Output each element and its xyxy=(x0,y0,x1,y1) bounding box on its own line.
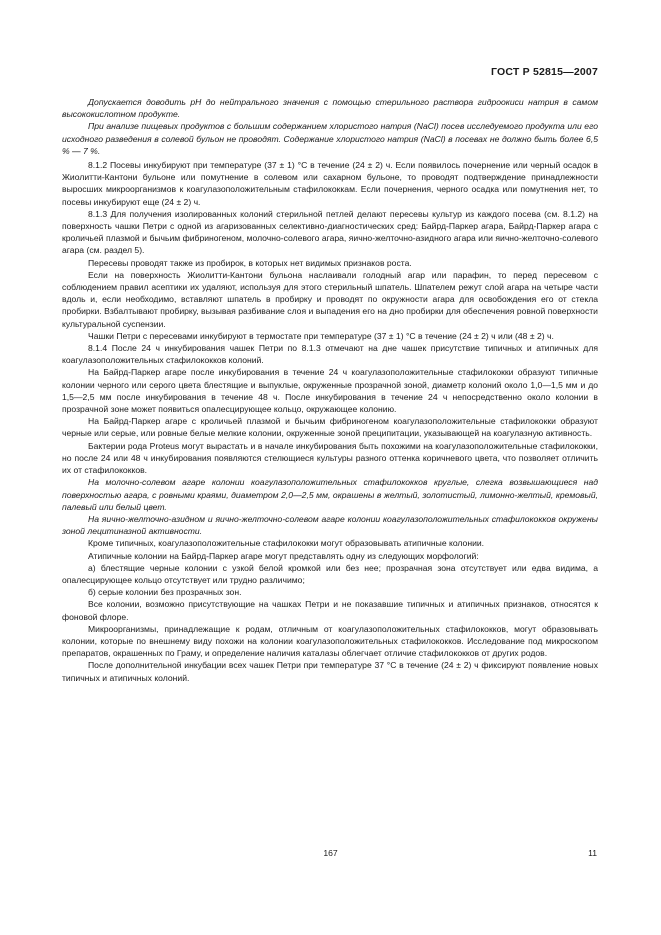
paragraph: При анализе пищевых продуктов с большим содержанием хлористого натрия (NaCl) посев исследуемого продукта или его исходного разведения в солевой бульон не проводят. Содержание хлористого натрия (NaCl) в посевах не должно быть более 6,5 % — 7 %. xyxy=(62,121,598,156)
paragraph: а) блестящие черные колонии с узкой белой кромкой или без нее; прозрачная зона отсутствует или едва видима, а опалесцирующее кольцо отсутствует или трудно различимо; xyxy=(62,562,598,585)
paragraph: Бактерии рода Proteus могут вырастать и в начале инкубирования быть похожими на коагулазоположительные стафилококки, но после 24 или 48 ч инкубирования появляются стелющиеся культуры разного оттенка коричневого цвета, что позволяет отличить их от стафилококков. xyxy=(62,440,598,476)
paragraph: На яично-желточно-азидном и яично-желточно-солевом агаре колонии коагулазоположительных стафилококков окружены зоной лецитиназной активности. xyxy=(62,513,598,537)
paragraph: После дополнительной инкубации всех чашек Петри при температуре 37 °С в течение (24 ± 2) ч фиксируют появление новых типичных и атипичных колоний. xyxy=(62,660,598,683)
document-header: ГОСТ Р 52815—2007 xyxy=(490,66,598,78)
paragraph: Кроме типичных, коагулазоположительные стафилококки могут образовывать атипичные колонии. xyxy=(88,538,485,549)
document-body xyxy=(62,96,598,684)
paragraph: б) серые колонии без прозрачных зон. xyxy=(88,587,242,598)
paragraph: 8.1.3 Для получения изолированных колоний стерильной петлей делают пересевы культур из каждого посева (см. 8.1.2) на поверхность чашки Петри с одной из агаризованных селективно-диагностических сред: Байрд-Паркер агара, Байрд-Паркер агара с кроличьей плазмой и бычьим фибриногеном, молочно-солевого агара, яично-желточно-азидного агара или яично-желточно-солевого агара (см. раздел 5). xyxy=(62,208,598,256)
paragraph: На молочно-солевом агаре колонии коагулазоположительных стафилококков круглые, слегка возвышающиеся над поверхностью агара, с ровными краями, диаметром 2,0—2,5 мм, окрашены в желтый, золотистый, лимонно-желтый, кремовый, палевый или белый цвет. xyxy=(62,477,598,512)
paragraph: Допускается доводить рН до нейтрального значения с помощью стерильного раствора гидроокиси натрия в самом высококислотном продукте. xyxy=(62,97,598,120)
paragraph: 8.1.2 Посевы инкубируют при температуре (37 ± 1) °С в течение (24 ± 2) ч. Если появилось почернение или черный осадок в Жиолитти-Кантони бульоне или помутнение в солевом или сахарном бульоне, то проводят подтверждение принадлежности выросших микроорганизмов к коагулазоположительным стафилококкам. Если почернения, черного осадка или помутнения нет, то посевы инкубируют еще (24 ± 2) ч. xyxy=(62,160,598,207)
paragraph: На Байрд-Паркер агаре с кроличьей плазмой и бычьим фибриногеном коагулазоположительные стафилококки образуют черные или серые, или ровные белые мелкие колонии, окруженные зоной преципитации, указывающей на коагулазную активность. xyxy=(62,416,598,439)
page-number: 167 xyxy=(323,848,338,858)
paragraph: 8.1.4 После 24 ч инкубирования чашек Петри по 8.1.3 отмечают на дне чашек присутствие типичных и атипичных для коагулазоположительных стафилококков колоний. xyxy=(62,343,598,366)
paragraph: Микроорганизмы, принадлежащие к родам, отличным от коагулазоположительных стафилококков, могут образовывать колонии, которые по внешнему виду похожи на колонии коагулазоположительных стафилококков. Исследование под микроскопом препаратов, окрашенных по Граму, и определение наличия каталазы облегчает отличие стафилококков от других родов. xyxy=(62,623,598,659)
paragraph: Пересевы проводят также из пробирок, в которых нет видимых признаков роста. xyxy=(88,257,412,268)
paragraph: На Байрд-Паркер агаре после инкубирования в течение 24 ч коагулазоположительные стафилококки образуют типичные колонии черного или серого цвета блестящие и выпуклые, окруженные прозрачной зоной, диаметр колоний около 1,0—1,5 мм и до 1,5—2,5 мм после инкубирования в течение 48 ч. После инкубирования в течение 24 ч непосредственно около колонии в прозрачной зоне может появиться опалесцирующее кольцо, окружающее колонию. xyxy=(62,367,598,415)
sheet-number: 11 xyxy=(588,848,597,858)
paragraph: Чашки Петри с пересевами инкубируют в термостате при температуре (37 ± 1) °С в течение (24 ± 2) ч или (48 ± 2) ч. xyxy=(88,330,554,341)
paragraph: Если на поверхность Жиолитти-Кантони бульона наслаивали голодный агар или парафин, то перед пересевом с соблюдением правил асептики их удаляют, используя для этого стерильный шпатель. Шпателем режут слой агара на четыре части вдоль и, если необходимо, вставляют шпатель в пробирку и проводят по окружности агара для освобождения его от стекла пробирки. Взбалтывают пробирку, вызывая разбивание слоя и выпадения его на дно пробирки для обеспечения ровной поверхности культуральной суспензии. xyxy=(62,269,598,329)
paragraph: Все колонии, возможно присутствующие на чашках Петри и не показавшие типичных и атипичных признаков, относятся к фоновой флоре. xyxy=(62,599,598,622)
paragraph: Атипичные колонии на Байрд-Паркер агаре могут представлять одну из следующих морфологий: xyxy=(88,550,479,561)
